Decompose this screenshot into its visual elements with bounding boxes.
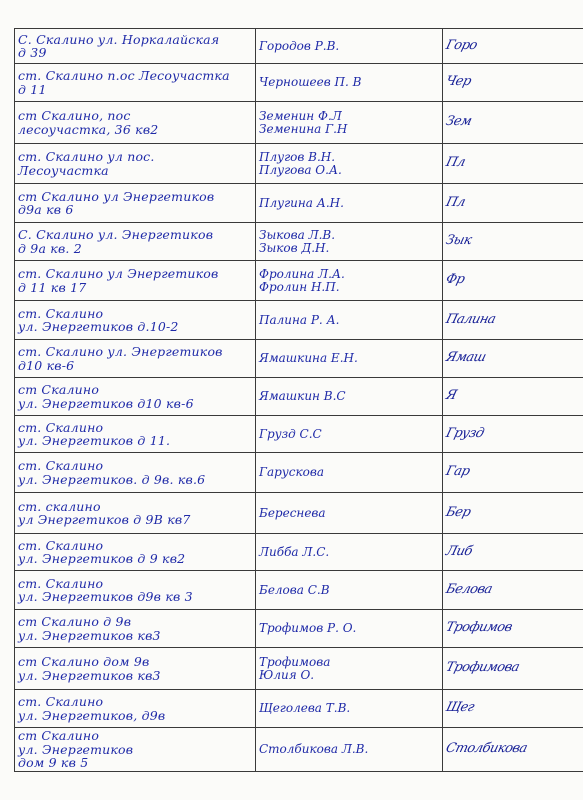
address-line: ст. скалино (18, 498, 101, 514)
address-line: Лесоучастка (18, 162, 109, 178)
address-cell (15, 29, 256, 64)
address-cell (15, 610, 256, 648)
address-line: С. Скалино ул. Норкалайская (18, 31, 220, 47)
table-row (15, 223, 583, 261)
resident-name: Юлия О. (259, 667, 315, 682)
resident-name: Плугов В.Н. (259, 149, 336, 164)
table-row (15, 571, 583, 610)
name-cell (256, 534, 443, 571)
name-cell (256, 690, 443, 728)
address-cell (15, 184, 256, 223)
address-line: ул. Энергетиков д 11. (18, 433, 171, 448)
resident-name: Фролин Н.П. (259, 279, 340, 294)
resident-name: Городов Р.В. (259, 38, 340, 53)
table-row (15, 690, 583, 728)
address-line: ст Скалино ул Энергетиков (18, 188, 215, 204)
resident-name: Белова С.В (259, 582, 330, 597)
table-row (15, 144, 583, 184)
handwritten-signature: Чер (444, 74, 473, 90)
address-cell (15, 144, 256, 184)
handwritten-signature: Белова (444, 581, 494, 597)
signature-sheet (14, 28, 569, 791)
signature-cell (443, 648, 583, 690)
signature-cell (443, 223, 583, 261)
address-cell (15, 261, 256, 301)
table-row (15, 416, 583, 453)
handwritten-signature: Палина (444, 311, 498, 327)
signature-cell (443, 144, 583, 184)
handwritten-signature: Грузд (444, 425, 486, 441)
address-cell (15, 648, 256, 690)
address-line: ул. Энергетиков д9в кв 3 (18, 589, 193, 604)
resident-name: Земенина Г.Н (259, 121, 348, 136)
address-line: ст Скалино (18, 728, 100, 744)
address-line: ст. Скалино ул пос. (18, 149, 155, 164)
address-line: ст. Скалино (18, 305, 104, 321)
resident-name: Щеголева Т.В. (259, 701, 351, 716)
table-row (15, 64, 583, 102)
signature-cell (443, 184, 583, 223)
name-cell (256, 301, 443, 340)
table-body (15, 29, 583, 772)
name-cell (256, 144, 443, 184)
name-cell (256, 453, 443, 493)
signature-cell (443, 453, 583, 493)
address-line: ул. Энергетиков д.10-2 (18, 319, 179, 334)
address-cell (15, 340, 256, 378)
name-cell (256, 29, 443, 64)
name-cell (256, 648, 443, 690)
name-cell (256, 184, 443, 223)
resident-name: Береснева (259, 505, 326, 520)
table-row (15, 610, 583, 648)
signature-cell (443, 340, 583, 378)
address-cell (15, 571, 256, 610)
name-cell (256, 223, 443, 261)
handwritten-signature: Столбикова (444, 741, 529, 757)
resident-name: Столбикова Л.В. (259, 742, 369, 757)
address-line: д 11 кв 17 (18, 279, 87, 295)
address-line: ул. Энергетиков, д9в (18, 707, 166, 723)
signature-cell (443, 102, 583, 144)
address-line: лесоучастка, 36 кв2 (18, 121, 159, 137)
resident-name: Трофимова (259, 654, 331, 669)
address-line: д9а кв 6 (18, 202, 74, 217)
signature-cell (443, 301, 583, 340)
table-row (15, 728, 583, 772)
address-line: ст. Скалино ул. Энергетиков (18, 344, 223, 359)
address-line: ул. Энергетиков (18, 741, 134, 757)
address-cell (15, 223, 256, 261)
address-line: д 9а кв. 2 (18, 240, 82, 256)
address-cell (15, 728, 256, 772)
signature-cell (443, 378, 583, 416)
resident-name: Зыков Д.Н. (259, 240, 330, 255)
handwritten-signature: Фр (444, 272, 467, 288)
resident-name: Грузд С.С (259, 426, 322, 441)
signature-cell (443, 64, 583, 102)
address-line: ст Скалино д 9в (18, 614, 132, 629)
address-line: д10 кв-6 (18, 357, 75, 373)
table-row (15, 534, 583, 571)
handwritten-signature: Либ (444, 543, 474, 559)
address-line: ул Энергетиков д 9В кв7 (18, 512, 191, 527)
resident-name: Палина Р. А. (259, 312, 340, 327)
table-row (15, 340, 583, 378)
name-cell (256, 261, 443, 301)
name-cell (256, 378, 443, 416)
address-line: ст. Скалино (18, 419, 104, 435)
resident-name: Зыкова Л.В. (259, 227, 336, 242)
table-row (15, 648, 583, 690)
resident-name: Трофимов Р. О. (259, 621, 357, 636)
handwritten-signature: Ямаш (444, 350, 488, 366)
table-row (15, 378, 583, 416)
name-cell (256, 416, 443, 453)
signature-cell (443, 416, 583, 453)
signature-cell (443, 493, 583, 534)
resident-name: Черношеев П. В (259, 75, 362, 90)
address-line: ул. Энергетиков д10 кв-6 (18, 395, 194, 411)
resident-name: Земенин Ф.Л (259, 108, 342, 123)
signature-cell (443, 29, 583, 64)
signature-cell (443, 728, 583, 772)
handwritten-signature: Горо (444, 37, 479, 53)
signature-cell (443, 610, 583, 648)
resident-name: Ямашкин В.С (259, 389, 346, 404)
resident-name: Либба Л.С. (259, 544, 330, 559)
resident-name: Плугина А.Н. (259, 195, 344, 210)
address-line: ст. Скалино ул Энергетиков (18, 266, 219, 281)
address-cell (15, 378, 256, 416)
signature-table (14, 28, 583, 772)
signature-cell (443, 534, 583, 571)
table-row (15, 102, 583, 144)
address-line: ул. Энергетиков д 9 кв2 (18, 551, 186, 566)
name-cell (256, 493, 443, 534)
table-row (15, 453, 583, 493)
address-line: д 39 (18, 45, 47, 60)
handwritten-signature: Бер (444, 504, 473, 520)
handwritten-signature: Я (444, 388, 458, 404)
resident-name: Гарускова (259, 465, 324, 480)
handwritten-signature: Зем (444, 114, 474, 130)
resident-name: Фролина Л.А. (259, 266, 345, 281)
address-cell (15, 493, 256, 534)
handwritten-signature: Трофимов (444, 620, 514, 636)
address-line: ул. Энергетиков кв3 (18, 667, 161, 683)
address-cell (15, 453, 256, 493)
table-row (15, 261, 583, 301)
name-cell (256, 728, 443, 772)
address-cell (15, 690, 256, 728)
address-cell (15, 301, 256, 340)
address-line: ст Скалино, пос (18, 108, 131, 123)
handwritten-signature: Пл (444, 194, 467, 210)
handwritten-signature: Зык (444, 233, 473, 249)
resident-name: Ямашкина Е.Н. (259, 351, 358, 366)
address-line: ст. Скалино п.ос Лесоучастка (18, 68, 230, 83)
resident-name: Плугова О.А. (259, 162, 342, 177)
signature-cell (443, 690, 583, 728)
address-cell (15, 534, 256, 571)
address-line: ст. Скалино (18, 537, 104, 553)
address-cell (15, 102, 256, 144)
address-line: ст Скалино (18, 382, 100, 397)
name-cell (256, 340, 443, 378)
address-cell (15, 64, 256, 102)
address-line: ст. Скалино (18, 458, 104, 473)
address-line: ул. Энергетиков. д 9в. кв.6 (18, 471, 206, 487)
table-row (15, 184, 583, 223)
handwritten-signature: Трофимова (444, 660, 521, 676)
handwritten-signature: Гар (444, 464, 472, 480)
signature-cell (443, 571, 583, 610)
table-row (15, 301, 583, 340)
address-line: ст. Скалино (18, 575, 104, 591)
address-line: ул. Энергетиков кв3 (18, 627, 161, 643)
table-row (15, 29, 583, 64)
address-line: С. Скалино ул. Энергетиков (18, 227, 214, 242)
address-line: д 11 (18, 81, 47, 97)
address-line: дом 9 кв 5 (18, 755, 89, 771)
handwritten-signature: Пл (444, 155, 467, 171)
address-cell (15, 416, 256, 453)
handwritten-signature: Щег (444, 700, 476, 716)
name-cell (256, 102, 443, 144)
name-cell (256, 64, 443, 102)
address-line: ст Скалино дом 9в (18, 654, 150, 669)
address-line: ст. Скалино (18, 694, 104, 709)
table-row (15, 493, 583, 534)
name-cell (256, 571, 443, 610)
signature-cell (443, 261, 583, 301)
name-cell (256, 610, 443, 648)
